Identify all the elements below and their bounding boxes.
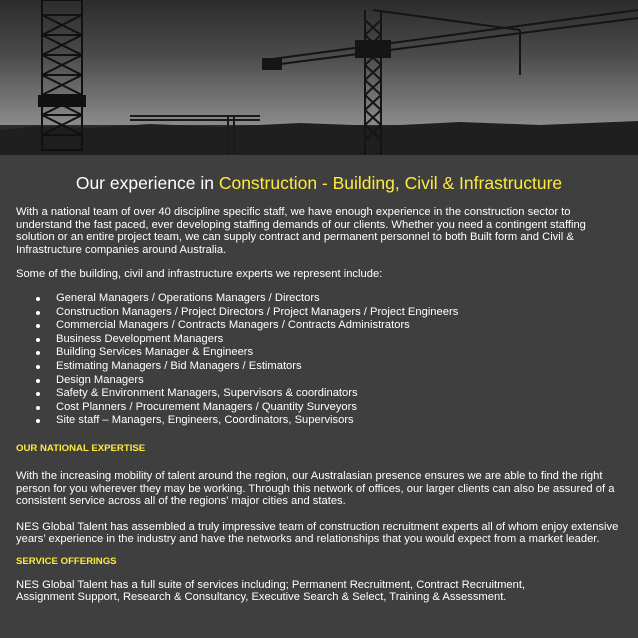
hero-banner — [0, 0, 638, 155]
list-item: Site staff – Managers, Engineers, Coordinators, Supervisors — [16, 414, 622, 428]
list-item: Commercial Managers / Contracts Managers / Contracts Administrators — [16, 319, 622, 333]
expertise-paragraph-1: With the increasing mobility of talent around the region, our Australasian presence ensures we are able to find the right person for you wherever they may be working. Through this network of offices, our larger clients can also be assured of a consistent service across all of the regions’ major cities and states. — [16, 469, 615, 508]
list-item: Cost Planners / Procurement Managers / Quantity Surveyors — [16, 401, 622, 415]
construction-cranes-image — [0, 0, 638, 155]
title-prefix: Our experience in — [75, 173, 219, 193]
services-line-1: NES Global Talent has a full suite of services including; Permanent Recruitment, Contract Recruitment, — [16, 578, 526, 591]
services-heading: SERVICE OFFERINGS — [16, 555, 117, 567]
list-item: Design Managers — [16, 374, 622, 388]
main-content — [0, 155, 638, 604]
list-item: Estimating Managers / Bid Managers / Estimators — [16, 360, 622, 374]
roles-list — [16, 292, 622, 428]
list-item: Construction Managers / Project Directors / Project Managers / Project Engineers — [16, 306, 622, 320]
services-line-2: Assignment Support, Research & Consultancy, Executive Search & Select, Training & Assessment. — [16, 591, 507, 604]
expertise-paragraph-2: NES Global Talent has assembled a truly impressive team of construction recruitment experts all of whom enjoy extensive years’ experience in the industry and have the networks and relationships that you would expect from a market leader. — [16, 520, 619, 546]
intro-paragraph: With a national team of over 40 discipline specific staff, we have enough experience in the construction sector to understand the fast paced, ever developing staffing demands of our clients. Whether you need a contingent staffing solution or an entire project team, we can supply contract and permanent personnel to both Built form and Civil & Infrastructure companies around Australia. — [16, 206, 586, 256]
title-highlight: Construction - Building, Civil & Infrastructure — [218, 173, 563, 193]
list-item: Business Development Managers — [16, 333, 622, 347]
list-item: Building Services Manager & Engineers — [16, 346, 622, 360]
expertise-heading: OUR NATIONAL EXPERTISE — [16, 442, 146, 454]
list-item: General Managers / Operations Managers / Directors — [16, 292, 622, 306]
list-item: Safety & Environment Managers, Supervisors & coordinators — [16, 387, 622, 401]
experts-intro-paragraph: Some of the building, civil and infrastructure experts we represent include: — [16, 268, 383, 281]
services-paragraph — [16, 579, 622, 604]
page-title — [16, 155, 622, 194]
